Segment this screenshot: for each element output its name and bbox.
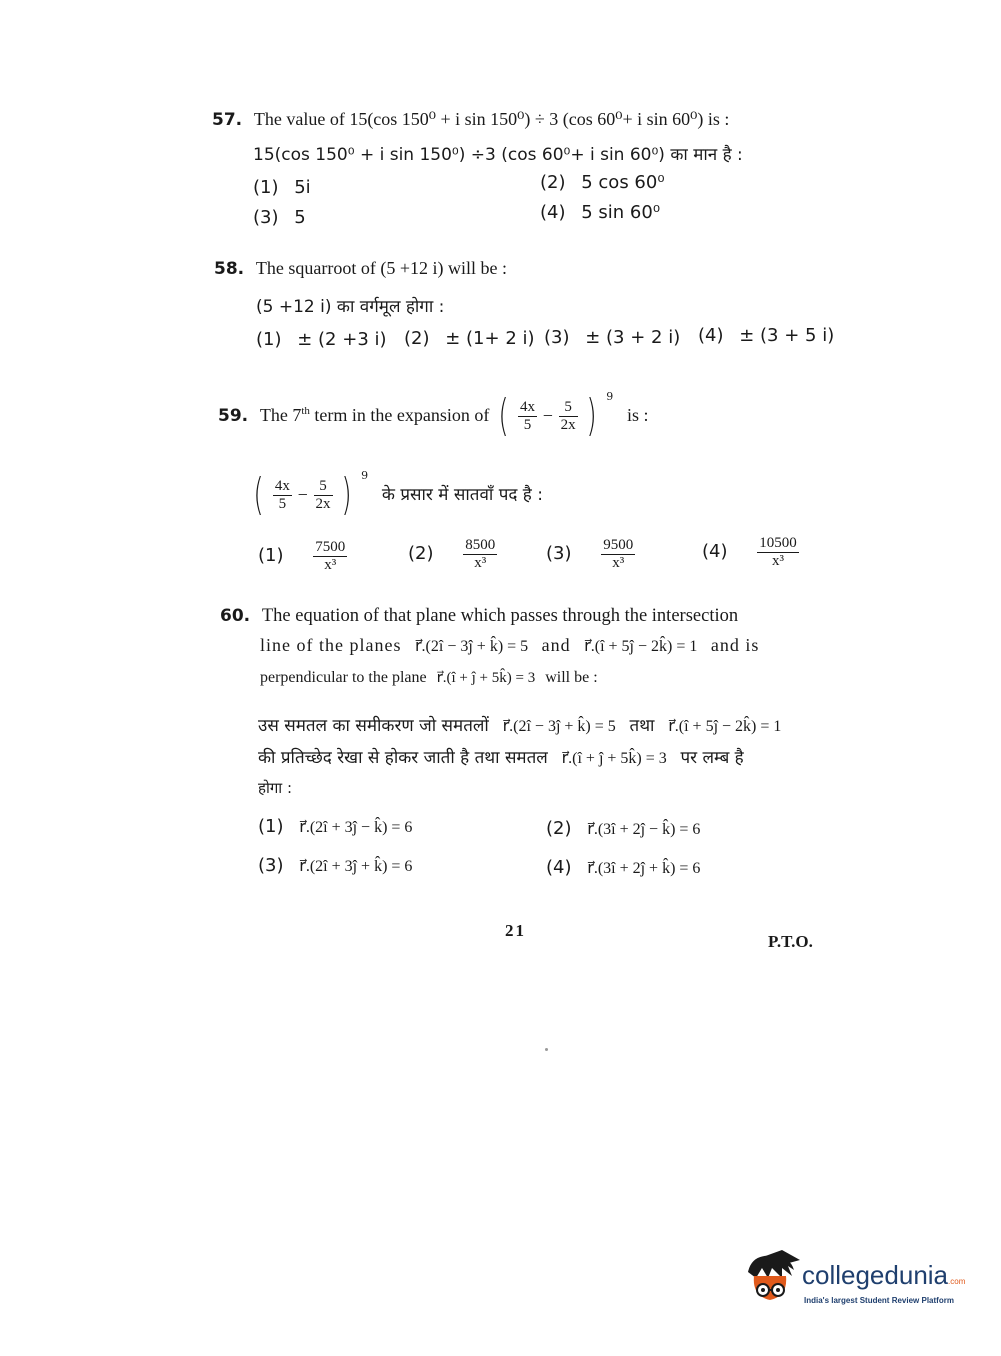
option-3: (3) r⃗.(2î + 3ĵ + k̂) = 6 bbox=[258, 855, 413, 876]
question-number: 57. bbox=[212, 110, 243, 130]
mascot-icon bbox=[742, 1250, 800, 1310]
fraction: $\frac{5}{2x}$ bbox=[560, 398, 576, 433]
exponent: 9 bbox=[606, 390, 614, 403]
question-stem-en: The value of 15(cos 150⁰ + i sin 150⁰) ÷ 3 (cos 60⁰+ i sin 60⁰) is : bbox=[253, 109, 730, 129]
binomial-expression: ( $\frac{4x}{5}$ − $\frac{5}{2x}$ ) $^9$ bbox=[498, 390, 614, 441]
option-1: (1) r⃗.(2î + 3ĵ − k̂) = 6 bbox=[258, 816, 413, 837]
option-4: (4) 5 sin 60⁰ bbox=[540, 202, 661, 223]
question-stem-en: The 7th term in the expansion of bbox=[259, 405, 490, 425]
option-2: (2) r⃗.(3î + 2ĵ − k̂) = 6 bbox=[546, 818, 701, 839]
option-3: (3) 5 bbox=[253, 207, 306, 228]
option-2: (2) ± (1+ 2 i) bbox=[404, 328, 535, 349]
option-4: (4) $\frac{10500}{\text{x³}}$ bbox=[702, 534, 797, 569]
page-number: 21 bbox=[505, 921, 526, 940]
fraction: $\frac{5}{2x}$ bbox=[315, 477, 331, 512]
logo-tagline: India's largest Student Review Platform bbox=[804, 1296, 954, 1305]
exponent: 9 bbox=[361, 469, 369, 482]
option-1: (1) $\frac{7500}{\text{x³}}$ bbox=[258, 538, 346, 573]
question-stem-en: The squarroot of (5 +12 i) will be : bbox=[255, 258, 507, 278]
fraction: $\frac{4x}{5}$ bbox=[520, 398, 536, 433]
option-4: (4) r⃗.(3î + 2ĵ + k̂) = 6 bbox=[546, 857, 701, 878]
question-stem-hi: (5 +12 i) का वर्गमूल होगा : bbox=[256, 297, 445, 317]
question-number: 58. bbox=[214, 259, 245, 279]
fraction: $\frac{4x}{5}$ bbox=[274, 477, 290, 512]
question-stem-en-line2: line of the planes r⃗.(2î − 3ĵ + k̂) = 5 and r⃗.(î + 5ĵ − 2k̂) = 1 and is bbox=[260, 635, 760, 655]
question-stem-hi: के प्रसार में सातवाँ पद है : bbox=[381, 485, 543, 505]
option-3: (3) $\frac{9500}{\text{x³}}$ bbox=[546, 536, 634, 571]
option-3: (3) ± (3 + 2 i) bbox=[544, 327, 681, 348]
binomial-expression: ( $\frac{4x}{5}$ − $\frac{5}{2x}$ ) $^9$ bbox=[253, 469, 369, 520]
question-number: 59. bbox=[218, 406, 249, 426]
scan-speck bbox=[545, 1048, 548, 1051]
question-number: 60. bbox=[220, 606, 251, 626]
question-stem-hi-line1: उस समतल का समीकरण जो समतलों r⃗.(2î − 3ĵ + k̂) = 5 तथा r⃗.(î + 5ĵ − 2k̂) = 1 bbox=[258, 716, 782, 736]
question-stem-hi-line2: की प्रतिच्छेद रेखा से होकर जाती है तथा समतल r⃗.(î + ĵ + 5k̂) = 3 पर लम्ब है bbox=[258, 748, 744, 768]
question-stem-hi-line3: होगा : bbox=[258, 779, 293, 797]
logo-wordmark: collegedunia.com bbox=[802, 1260, 966, 1290]
option-2: (2) 5 cos 60⁰ bbox=[540, 172, 665, 193]
question-stem-en-line1: The equation of that plane which passes through the intersection bbox=[261, 606, 739, 626]
option-1: (1) ± (2 +3 i) bbox=[256, 329, 387, 350]
pto-label: P.T.O. bbox=[768, 932, 813, 951]
collegedunia-logo bbox=[742, 1248, 972, 1318]
option-1: (1) 5i bbox=[253, 177, 311, 198]
option-2: (2) $\frac{8500}{\text{x³}}$ bbox=[408, 536, 496, 571]
question-stem-en-line3: perpendicular to the plane r⃗.(î + ĵ + 5k̂) = 3 will be : bbox=[260, 669, 598, 686]
option-4: (4) ± (3 + 5 i) bbox=[698, 325, 835, 346]
exam-page: 57. The value of 15(cos 150⁰ + i sin 150⁰) ÷ 3 (cos 60⁰+ i sin 60⁰) is : 15(cos 150⁰ + i sin 150⁰) ÷3 (cos 60⁰+ i sin 60⁰) का मान है : (1) 5i (2) 5 cos 60⁰ (3) 5 (4) 5 sin 60⁰ 58. The squarroot of (5 +12 i) will be : (5 +12 i) का वर्गमूल होगा : (1) ± (2 +3 i) (2) ± (1+ 2 i) (3) ± (3 + 2 i) (4) ± (3 + 5 i) 59. The 7th term in the expansion of ( $\frac{4x}{5}$ − $\frac{5}{2x}$ ) $^9$ is : ( $\frac{4x}{5}$ − $\frac{5}{2x}$ ) $^9$ के प्रसार में सातवाँ पद है : (1) $\frac{7500}{\text{x³}}$ (2) $\frac{8500}{\text{x³}}$ (3) $\frac{9500}{\text{x³}}$ (4) $\frac{10500}{\text{x³}}$ 60. The equation of that plane which passes through the intersection line of the planes r⃗.(2î − 3ĵ + k̂) = 5 and r⃗.(î + 5ĵ − 2k̂) = 1 and is perpendicular to the plane r⃗.(î + ĵ + 5k̂) = 3 will be : उस समतल का समीकरण जो समतलों r⃗.(2î − 3ĵ + k̂) = 5 तथा r⃗.(î + 5ĵ − 2k̂) = 1 की प्रतिच्छेद रेखा से होकर जाती है तथा समतल r⃗.(î + ĵ + 5k̂) = 3 पर लम्ब है होगा : (1) r⃗.(2î + 3ĵ − k̂) = 6 (2) r⃗.(3î + 2ĵ − k̂) = 6 (3) r⃗.(2î + 3ĵ + k̂) = 6 (4) r⃗.(3î + 2ĵ + k̂) = 6 21 P.T.O. collegedunia.com India's largest Student Review Platform bbox=[0, 0, 1001, 1356]
question-stem-hi: 15(cos 150⁰ + i sin 150⁰) ÷3 (cos 60⁰+ i sin 60⁰) का मान है : bbox=[253, 145, 743, 165]
